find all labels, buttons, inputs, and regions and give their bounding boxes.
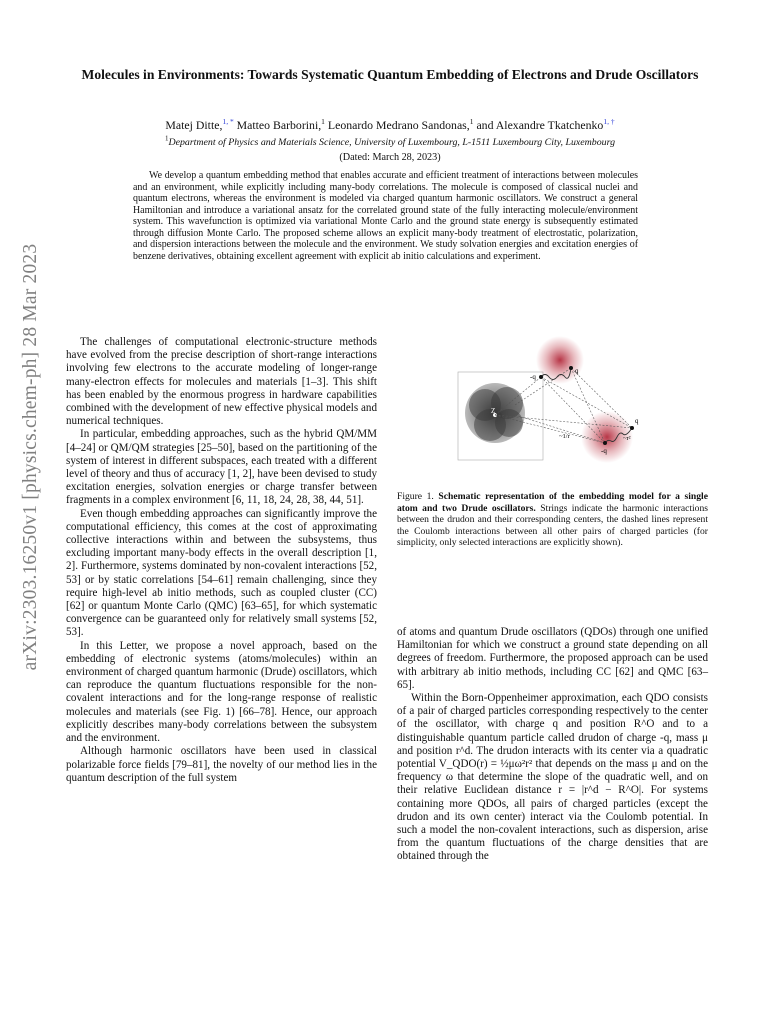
- author-1: Matej Ditte,: [165, 118, 223, 132]
- label-harmonic-scaling: ~r²: [623, 435, 631, 442]
- paragraph: In particular, embedding approaches, such as the hybrid QM/MM [4–24] or QM/QM strategies [25–50], based on the partitioning of the system of interest in different subspaces, each treated with a different level of theory and thus of accuracy [1, 2], have been devised to study excitation energies, solvation energies or charge transfer between fragments in a complex environment [6, 11, 18, 24, 28, 38, 44, 51].: [66, 428, 377, 507]
- label-center-bottom: q: [635, 417, 639, 425]
- arxiv-stamp: arXiv:2303.16250v1 [physics.chem-ph] 28 Mar 2023: [20, 243, 41, 671]
- author-4-affil[interactable]: 1, †: [603, 117, 615, 127]
- label-nucleus: Z: [491, 407, 496, 415]
- figure-caption: [397, 491, 708, 549]
- paragraph: Although harmonic oscillators have been used in classical polarizable force fields [79–81], the novelty of our method lies in the quantum description of the full system: [66, 745, 377, 784]
- paragraph: In this Letter, we propose a novel approach, based on the embedding of electronic systems (atoms/molecules) within an environment of charged quantum harmonic (Drude) oscillators, which can reproduce the quantum fluctuations responsible for the non-covalent interactions and for the long-range response of realistic molecules and materials (see Fig. 1) [66–78]. Hence, our approach explicitly describes many-body correlations between the subsystem and the environment.: [66, 639, 377, 745]
- paragraph: Within the Born-Oppenheimer approximation, each QDO consists of a pair of charged particles corresponding respectively to the center of the oscillator, with charge q and position R^O and to a distinguishable quantum particle called drudon of charge -q, mass μ and position r^d. The drudon interacts with its center via a quadratic potential V_QDO(r) = ½μω²r² that depends on the mass μ and on the frequency ω that determine the slope of the quadratic well, and on their relative Euclidean distance r = |r^d − R^O|. For systems containing more QDOs, all pairs of charged particles (except the drudon and its own center) interact via the Coulomb potential. In such a model the non-covalent interactions, such as dispersion, arise from the quantum fluctuations of the charge densities that are obtained through the: [397, 692, 708, 863]
- affiliation: [70, 134, 710, 148]
- author-4: and Alexandre Tkatchenko: [476, 118, 604, 132]
- label-center-top: q: [575, 367, 579, 375]
- author-3-affil: 1: [469, 117, 474, 127]
- label-coulomb-scaling: ~1/r: [559, 433, 570, 440]
- paragraph: The challenges of computational electronic-structure methods have evolved from the precise description of short-range interactions involving few electrons to the accurate modeling of longer-range many-electron effects for molecules and materials [1–3]. This shift has been enabled by the enormous progress in hardware capabilities combined with the development of new effective physical models and numerical techniques.: [66, 336, 377, 428]
- label-drudon-top: -q: [530, 373, 536, 381]
- author-1-affil[interactable]: 1, *: [222, 117, 234, 127]
- abstract: We develop a quantum embedding method that enables accurate and efficient treatment of interactions between molecules and an environment, while explicitly including many-body correlations. The molecule is composed of classical nuclei and quantum electrons, whereas the environment is modeled via charged quantum harmonic oscillators. We construct a general Hamiltonian and introduce a variational ansatz for the correlated ground state of the fully interacting molecule/environment system. This wavefunction is optimized via variational Monte Carlo and the ground state energy is subsequently estimated through diffusion Monte Carlo. The proposed scheme allows an explicit many-body treatment of electrostatic, polarization, and dispersion interactions between the molecule and the environment. We study solvation energies and excitation energies of benzene derivatives, obtaining excellent agreement with explicit ab initio calculations and experiment.: [133, 170, 638, 262]
- label-drudon-bottom: -q: [601, 447, 607, 455]
- caption-label: Figure 1.: [397, 491, 434, 502]
- affiliation-number: 1: [164, 134, 169, 143]
- paper-title: Molecules in Environments: Towards Systematic Quantum Embedding of Electrons and Drude Oscillators: [81, 67, 699, 82]
- figure-1-schematic: [455, 335, 670, 475]
- drude-oscillator-top: [536, 336, 584, 384]
- author-list: [70, 118, 710, 133]
- affiliation-text: Department of Physics and Materials Science, University of Luxembourg, L-1511 Luxembourg City, Luxembourg: [168, 137, 616, 148]
- caption-title: Schematic representation of the embedding model for a single atom and two Drude oscillators.: [397, 491, 708, 514]
- paragraph: Even though embedding approaches can significantly improve the computational efficiency, this comes at the cost of approximating collective interactions within and between the subsystems, thus excluding important many-body effects in the overall description [1, 2]. Furthermore, systems dominated by non-covalent interactions [52, 53] or by static correlations [54–61] remain challenging, since they require high-level ab initio methods, such as coupled cluster (CC) [62] or quantum Monte Carlo (QMC) [63–65], for which systematic convergence can be guaranteed only for relatively small systems [52, 53].: [66, 507, 377, 639]
- right-column: [397, 626, 708, 864]
- author-2-affil: 1: [321, 117, 325, 127]
- left-column: [66, 336, 377, 785]
- author-3: Leonardo Medrano Sandonas,: [327, 118, 470, 132]
- date-line: (Dated: March 28, 2023): [339, 152, 441, 163]
- paragraph: of atoms and quantum Drude oscillators (QDOs) through one unified Hamiltonian for which we construct a ground state depending on all degrees of freedom. Furthermore, the proposed approach can be used with arbitrary ab initio methods, including CC [62] and QMC [63–65].: [397, 626, 708, 691]
- caption-text: Strings indicate the harmonic interactions between the drudon and their corresponding centers, the dashed lines represent the Coulomb interactions between all other pairs of charged particles (for simplicity, only selected interactions are explicitly shown).: [397, 502, 708, 549]
- author-2: Matteo Barborini,: [236, 118, 322, 132]
